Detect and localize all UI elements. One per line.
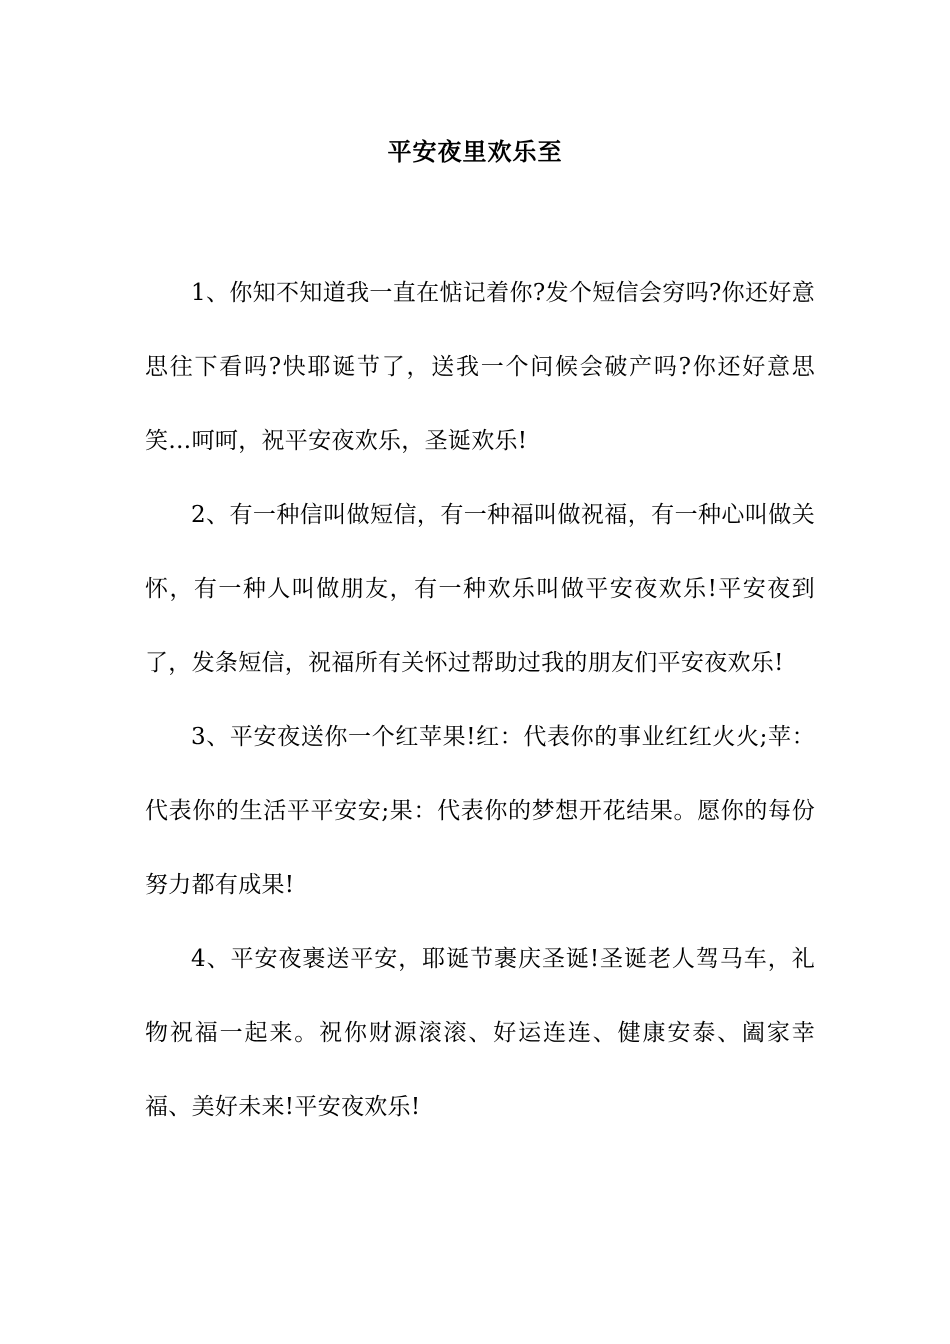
- paragraph-4: 4、平安夜裹送平安，耶诞节裹庆圣诞!圣诞老人驾马车，礼物祝福一起来。祝你财源滚滚、好运连连、健康安泰、阖家幸福、美好未来!平安夜欢乐!: [145, 946, 815, 1120]
- document-body: [145, 256, 815, 1144]
- paragraph-3: 3、平安夜送你一个红苹果!红：代表你的事业红红火火;苹：代表你的生活平平安安;果：代表你的梦想开花结果。愿你的每份努力都有成果!: [145, 724, 815, 898]
- paragraph-2: 2、有一种信叫做短信，有一种福叫做祝福，有一种心叫做关怀，有一种人叫做朋友，有一种欢乐叫做平安夜欢乐!平安夜到了，发条短信，祝福所有关怀过帮助过我的朋友们平安夜欢乐!: [145, 502, 815, 676]
- paragraph-1: 1、你知不知道我一直在惦记着你?发个短信会穷吗?你还好意思往下看吗?快耶诞节了，送我一个问候会破产吗?你还好意思笑…呵呵，祝平安夜欢乐，圣诞欢乐!: [145, 280, 815, 454]
- document-title: 平安夜里欢乐至: [387, 137, 563, 166]
